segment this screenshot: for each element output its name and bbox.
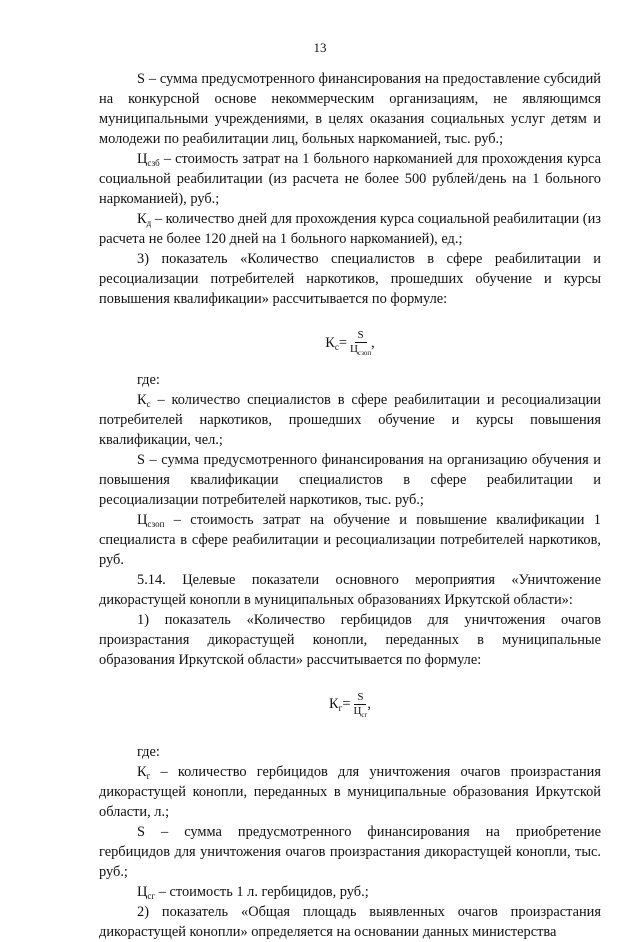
paragraph-indicator-2: 2) показатель «Общая площадь выявленных очагов произрастания дикорастущей конопли» определяется на основании данных министерства: [99, 904, 601, 940]
paragraph-indicator-1: 1) показатель «Количество гербицидов для уничтожения очагов произрастания дикорастущей конопли, переданных в муниципальные образования Иркутской области» рассчитывается по формуле:: [99, 612, 601, 668]
where-label: где:: [137, 372, 160, 388]
denominator-subscript: сг: [361, 710, 368, 719]
symbol-subscript: сзб: [147, 158, 160, 168]
formula-comma: ,: [371, 334, 375, 351]
symbol-subscript: г: [146, 771, 151, 781]
formula-subscript: г: [338, 703, 343, 713]
symbol-subscript: д: [146, 218, 152, 228]
symbol: К: [137, 764, 147, 780]
equals-sign: =: [338, 334, 347, 351]
paragraph-section-5-14: 5.14. Целевые показатели основного мероприятия «Уничтожение дикорастущей конопли в муниципальных образованиях Иркутской области»:: [99, 572, 601, 608]
formula-comma: ,: [367, 696, 371, 712]
where-label: где:: [137, 744, 160, 760]
definition-text: – стоимость 1 л. гербицидов, руб.;: [155, 884, 369, 900]
page-number: 13: [313, 40, 327, 55]
symbol: Ц: [137, 151, 148, 167]
paragraph-s-definition-2: S – сумма предусмотренного финансирования на организацию обучения и повышения квалификации специалистов в сфере реабилитации и ресоциализации потребителей наркотиков, тыс. руб.;: [99, 452, 601, 508]
formula-subscript: с: [334, 341, 339, 352]
definition-text: – количество дней для прохождения курса социальной реабилитации (из расчета не более 120 дней на 1 больного наркоманией), ед.;: [99, 211, 601, 247]
paragraph-kg-definition: [99, 762, 601, 822]
paragraph-kd-definition: [99, 209, 601, 249]
fraction-denominator: [353, 705, 367, 718]
document-body: [99, 69, 601, 942]
fraction-numerator: S: [355, 329, 367, 343]
symbol: Ц: [137, 884, 148, 900]
paragraph-s-definition-3: S – сумма предусмотренного финансирования на приобретение гербицидов для уничтожения очагов произрастания дикорастущей конопли, тыс. руб.;: [99, 824, 601, 880]
formula-herbicides: [99, 684, 601, 724]
equals-sign: =: [342, 696, 351, 712]
formula-specialists: [99, 315, 601, 370]
fraction-numerator: S: [354, 691, 366, 705]
definition-text: – стоимость затрат на обучение и повышение квалификации 1 специалиста в сфере реабилитации и ресоциализации потребителей наркотиков, руб.: [99, 512, 601, 568]
definition-text: – стоимость затрат на 1 больного наркоманией для прохождения курса социальной реабилитации (из расчета не более 500 рублей/день на 1 больного наркоманией), руб.;: [99, 151, 601, 207]
denominator-symbol: Ц: [349, 343, 358, 355]
paragraph-indicator-3: 3) показатель «Количество специалистов в сфере реабилитации и ресоциализации потребителей наркотиков, прошедших обучение и курсы повышения квалификации» рассчитывается по формуле:: [99, 251, 601, 307]
formula-lhs: [325, 333, 347, 353]
paragraph-csb-definition: [99, 149, 601, 209]
fraction: [350, 329, 371, 356]
fraction-denominator: [350, 343, 371, 356]
denominator-subscript: сзоп: [357, 349, 372, 357]
formula-symbol: К: [329, 696, 339, 712]
symbol: К: [137, 392, 147, 408]
symbol: К: [137, 211, 147, 227]
paragraph-s-definition-1: S – сумма предусмотренного финансирования на предоставление субсидий на конкурсной основе некоммерческим организациям, не являющимся муниципальными учреждениями, в целях оказания социальных услуг детям и молодежи по реабилитации лиц, больных наркоманией, тыс. руб.;: [99, 71, 601, 147]
paragraph-kc-definition: [99, 390, 601, 450]
denominator-symbol: Ц: [353, 704, 362, 717]
definition-text: – количество специалистов в сфере реабилитации и ресоциализации потребителей наркотиков, прошедших обучение и курсы повышения квалификации, чел.;: [99, 392, 601, 448]
symbol: Ц: [137, 512, 148, 528]
paragraph-csg-definition: [99, 882, 601, 902]
symbol-subscript: с: [146, 399, 151, 409]
symbol-subscript: сг: [147, 891, 156, 901]
definition-text: – количество гербицидов для уничтожения очагов произрастания дикорастущей конопли, переданных в муниципальные образования Иркутской области, л.;: [99, 764, 601, 820]
formula-symbol: К: [325, 334, 335, 351]
fraction: [353, 691, 367, 718]
formula-lhs: [329, 694, 350, 714]
paragraph-czop-definition: [99, 510, 601, 570]
symbol-subscript: сзоп: [147, 519, 165, 529]
